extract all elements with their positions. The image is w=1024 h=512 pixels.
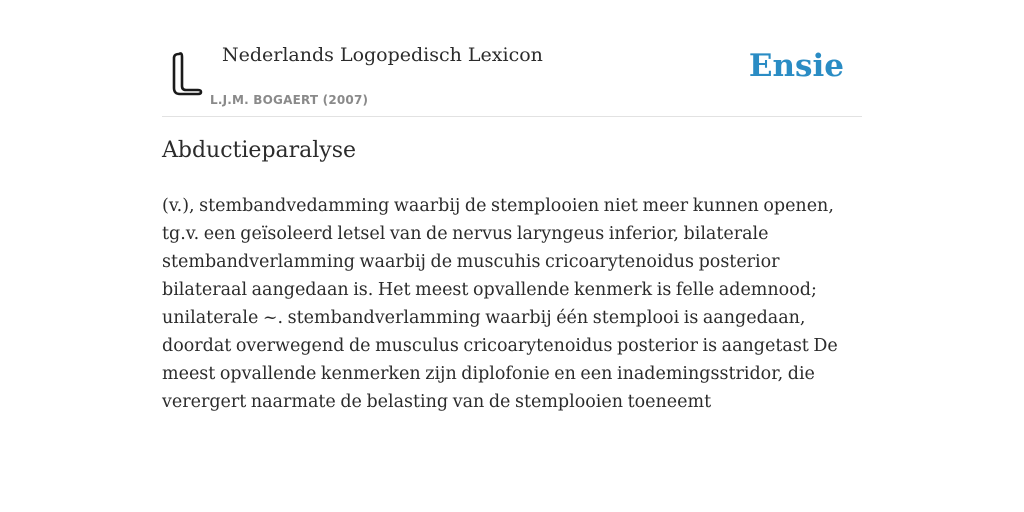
dictionary-header: [162, 0, 862, 117]
page: [162, 0, 862, 512]
dictionary-title[interactable]: Nederlands Logopedisch Lexicon: [222, 44, 543, 66]
letter-l-logo-icon[interactable]: [170, 50, 204, 96]
entry-definition: (v.), stembandvedamming waarbij de stemplooien niet meer kunnen openen, tg.v. een geïsoleerd letsel van de nervus laryngeus inferior, bilaterale stembandverlamming waarbij de muscuhis cricoarytenoidus posterior bilateraal aangedaan is. Het meest opvallende kenmerk is felle ademnood; unilaterale ~. stembandverlamming waarbij één stemplooi is aangedaan, doordat overwegend de musculus cricoarytenoidus posterior is aangetast De meest opvallende kenmerken zijn diplofonie en een inademingsstridor, die verergert naarmate de belasting van de stemplooien toeneemt: [162, 196, 838, 412]
entry-title: Abductieparalyse: [162, 138, 357, 163]
ensie-brand-logo[interactable]: Ensie: [748, 48, 844, 84]
dictionary-author: L.J.M. BOGAERT (2007): [210, 93, 369, 107]
